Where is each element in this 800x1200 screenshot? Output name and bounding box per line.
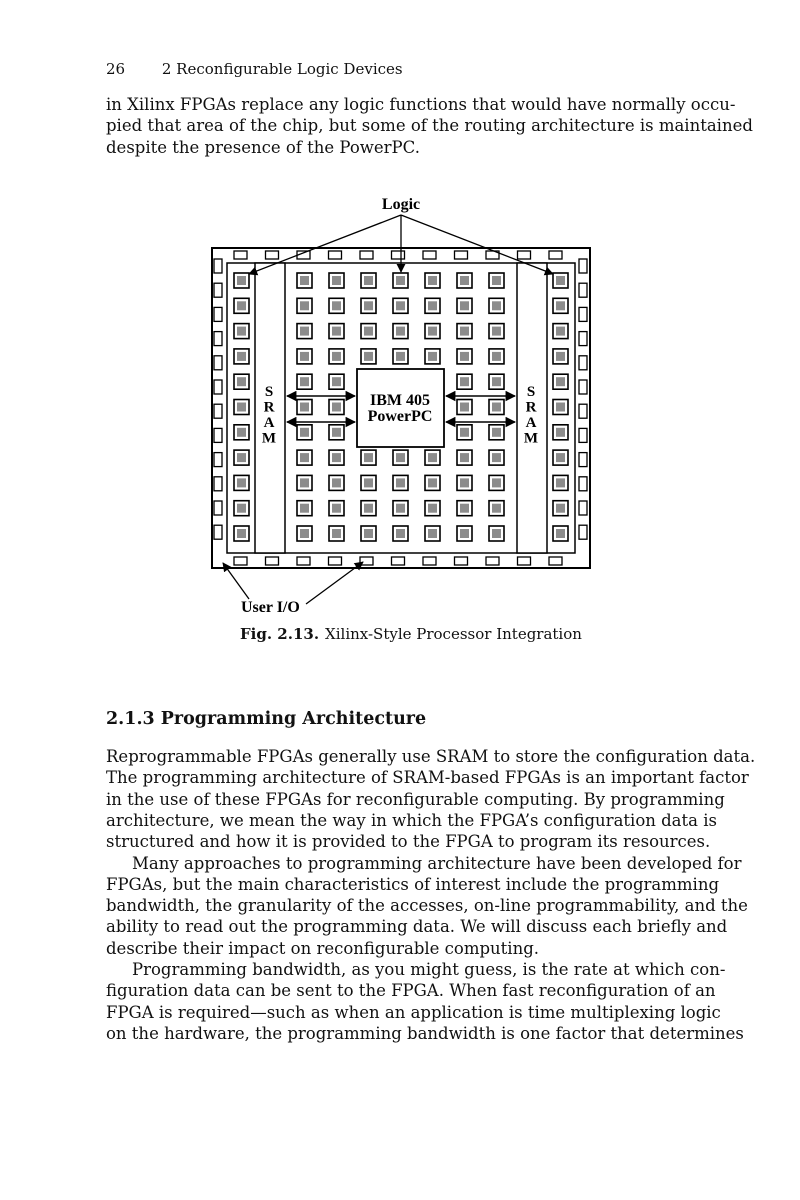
- io-pad: [518, 251, 531, 259]
- logic-block-core: [460, 276, 469, 285]
- logic-block-core: [364, 478, 373, 487]
- logic-block-core: [332, 403, 341, 412]
- logic-block-core: [300, 428, 309, 437]
- text-line: bandwidth, the granularity of the accesses, on-line programmability, and the: [106, 896, 748, 916]
- io-pad: [392, 557, 405, 565]
- logic-block-core: [396, 453, 405, 462]
- io-pad: [266, 557, 279, 565]
- logic-block-core: [460, 403, 469, 412]
- logic-block-core: [460, 377, 469, 386]
- logic-block-core: [332, 453, 341, 462]
- cpu-label-line1: IBM 405: [370, 392, 430, 409]
- sram-letter: S: [264, 384, 274, 400]
- io-pad: [329, 251, 342, 259]
- page-number: 26: [106, 60, 126, 78]
- io-pad: [214, 525, 222, 539]
- body-paragraph-2: [106, 853, 748, 959]
- logic-block-core: [237, 478, 246, 487]
- io-pad: [360, 251, 373, 259]
- logic-block-core: [396, 352, 405, 361]
- logic-block-core: [237, 403, 246, 412]
- text-line: FPGAs, but the main characteristics of interest include the programming: [106, 874, 720, 894]
- logic-block-core: [492, 403, 501, 412]
- logic-block-core: [492, 428, 501, 437]
- logic-block-core: [556, 327, 565, 336]
- logic-block-core: [428, 327, 437, 336]
- io-pad: [579, 356, 587, 370]
- logic-block-core: [332, 276, 341, 285]
- logic-block-core: [460, 428, 469, 437]
- logic-block-core: [556, 428, 565, 437]
- io-pad: [549, 251, 562, 259]
- logic-block-core: [364, 529, 373, 538]
- io-pad: [579, 525, 587, 539]
- io-pad: [214, 332, 222, 346]
- logic-block-core: [396, 504, 405, 513]
- logic-block-core: [492, 478, 501, 487]
- logic-block-core: [300, 478, 309, 487]
- logic-block-core: [396, 276, 405, 285]
- sram-letter: A: [263, 415, 275, 431]
- logic-block-core: [492, 453, 501, 462]
- caption-text: Xilinx-Style Processor Integration: [325, 625, 582, 643]
- section-heading: [106, 709, 426, 729]
- io-pad: [579, 477, 587, 491]
- text-line: Many approaches to programming architecture have been developed for: [132, 853, 742, 873]
- logic-block-core: [300, 529, 309, 538]
- logic-block-core: [396, 478, 405, 487]
- io-pad: [455, 251, 468, 259]
- logic-block-core: [300, 453, 309, 462]
- logic-block-core: [364, 276, 373, 285]
- io-pad: [214, 501, 222, 515]
- logic-block-core: [332, 504, 341, 513]
- logic-block-core: [460, 478, 469, 487]
- io-pad: [579, 259, 587, 273]
- text-line: ability to read out the programming data. We will discuss each briefly and: [106, 917, 728, 937]
- io-pad: [234, 251, 247, 259]
- logic-block-core: [556, 276, 565, 285]
- logic-block-core: [556, 377, 565, 386]
- body-paragraph-3: [106, 959, 744, 1044]
- logic-block-core: [492, 301, 501, 310]
- logic-block-core: [332, 327, 341, 336]
- io-pad: [214, 356, 222, 370]
- io-pad: [214, 259, 222, 273]
- io-pad: [214, 380, 222, 394]
- io-pad: [423, 557, 436, 565]
- logic-block-core: [300, 504, 309, 513]
- logic-block-core: [492, 276, 501, 285]
- logic-block-core: [237, 529, 246, 538]
- logic-block-core: [364, 453, 373, 462]
- io-pad: [579, 307, 587, 321]
- logic-block-core: [428, 352, 437, 361]
- section-number: 2.1.3: [106, 709, 155, 729]
- io-pad: [455, 557, 468, 565]
- logic-block-core: [428, 529, 437, 538]
- logic-block-core: [332, 529, 341, 538]
- text-line: FPGA is required—such as when an application is time multiplexing logic: [106, 1002, 721, 1022]
- logic-label: Logic: [381, 196, 421, 213]
- logic-block-core: [492, 377, 501, 386]
- logic-block-core: [332, 428, 341, 437]
- io-pad: [214, 453, 222, 467]
- logic-block-core: [300, 403, 309, 412]
- io-pad: [266, 251, 279, 259]
- logic-block-core: [460, 529, 469, 538]
- logic-block-core: [460, 352, 469, 361]
- io-pad: [579, 380, 587, 394]
- io-pad: [214, 283, 222, 297]
- logic-block-core: [556, 453, 565, 462]
- figure-caption: [240, 625, 582, 643]
- logic-block-core: [460, 301, 469, 310]
- sram-letter: M: [261, 430, 277, 447]
- logic-block-core: [364, 352, 373, 361]
- logic-block-core: [364, 327, 373, 336]
- logic-block-core: [460, 327, 469, 336]
- logic-block-core: [237, 301, 246, 310]
- logic-block-core: [237, 276, 246, 285]
- io-pad: [579, 501, 587, 515]
- sram-letter: R: [525, 399, 537, 416]
- logic-block-core: [492, 327, 501, 336]
- text-line: in Xilinx FPGAs replace any logic functions that would have normally occu-: [106, 95, 736, 114]
- logic-block-core: [364, 301, 373, 310]
- logic-block-core: [556, 301, 565, 310]
- text-line: architecture, we mean the way in which the FPGA’s configuration data is: [106, 810, 717, 830]
- logic-block-core: [396, 301, 405, 310]
- text-line: Reprogrammable FPGAs generally use SRAM to store the configuration data.: [106, 747, 756, 766]
- io-pad: [518, 557, 531, 565]
- logic-block-core: [237, 428, 246, 437]
- logic-block-core: [300, 276, 309, 285]
- logic-block-core: [237, 352, 246, 361]
- logic-block-core: [428, 453, 437, 462]
- logic-block-core: [492, 529, 501, 538]
- sram-letter: A: [525, 415, 537, 431]
- io-pad: [579, 453, 587, 467]
- logic-block-core: [237, 327, 246, 336]
- logic-block-core: [300, 327, 309, 336]
- io-pad: [579, 428, 587, 442]
- io-pad: [297, 557, 310, 565]
- io-pad: [329, 557, 342, 565]
- io-pad: [392, 251, 405, 259]
- io-pad: [234, 557, 247, 565]
- logic-block-core: [556, 352, 565, 361]
- text-line: Programming bandwidth, as you might guess, is the rate at which con-: [132, 960, 726, 979]
- io-pad: [579, 332, 587, 346]
- logic-block-core: [332, 377, 341, 386]
- user-io-label: User I/O: [241, 599, 300, 616]
- io-pad: [214, 428, 222, 442]
- logic-block-core: [332, 301, 341, 310]
- caption-label: Fig. 2.13.: [240, 625, 320, 643]
- logic-block-core: [237, 453, 246, 462]
- sram-letter: R: [263, 399, 275, 416]
- logic-block-core: [300, 352, 309, 361]
- logic-block-core: [556, 478, 565, 487]
- logic-block-core: [556, 403, 565, 412]
- logic-block-core: [332, 478, 341, 487]
- logic-block-core: [492, 504, 501, 513]
- logic-block-core: [460, 453, 469, 462]
- io-pad: [214, 404, 222, 418]
- io-pad: [423, 251, 436, 259]
- logic-block-core: [428, 276, 437, 285]
- sram-letter: M: [523, 430, 539, 447]
- logic-block-core: [492, 352, 501, 361]
- body-paragraph-1: [106, 746, 756, 852]
- logic-block-core: [396, 327, 405, 336]
- io-pad: [579, 404, 587, 418]
- logic-block-core: [428, 504, 437, 513]
- logic-block-core: [332, 352, 341, 361]
- text-line: describe their impact on reconfigurable computing.: [106, 938, 540, 958]
- logic-block-core: [556, 529, 565, 538]
- sram-letter: S: [526, 384, 536, 400]
- logic-block-core: [237, 377, 246, 386]
- text-line: on the hardware, the programming bandwidth is one factor that determines: [106, 1023, 744, 1043]
- text-line: structured and how it is provided to the FPGA to program its resources.: [106, 832, 711, 852]
- text-line: in the use of these FPGAs for reconfigurable computing. By programming: [106, 789, 725, 809]
- io-pad: [549, 557, 562, 565]
- text-line: pied that area of the chip, but some of the routing architecture is maintained: [106, 116, 753, 136]
- section-title: Programming Architecture: [160, 709, 427, 729]
- logic-block-core: [556, 504, 565, 513]
- logic-block-core: [396, 529, 405, 538]
- cpu-label-line2: PowerPC: [367, 408, 433, 425]
- logic-block-core: [237, 504, 246, 513]
- logic-block-core: [428, 301, 437, 310]
- io-pad: [214, 307, 222, 321]
- logic-block-core: [300, 377, 309, 386]
- text-line: The programming architecture of SRAM-based FPGAs is an important factor: [106, 768, 749, 788]
- text-line: figuration data can be sent to the FPGA. When fast reconfiguration of an: [106, 981, 716, 1001]
- io-pad: [360, 557, 373, 565]
- running-title: 2 Reconfigurable Logic Devices: [161, 60, 403, 78]
- logic-block-core: [428, 478, 437, 487]
- io-pad: [486, 557, 499, 565]
- logic-block-core: [460, 504, 469, 513]
- io-pad: [214, 477, 222, 491]
- text-line: despite the presence of the PowerPC.: [106, 137, 420, 157]
- io-pad: [579, 283, 587, 297]
- logic-block-core: [300, 301, 309, 310]
- logic-block-core: [364, 504, 373, 513]
